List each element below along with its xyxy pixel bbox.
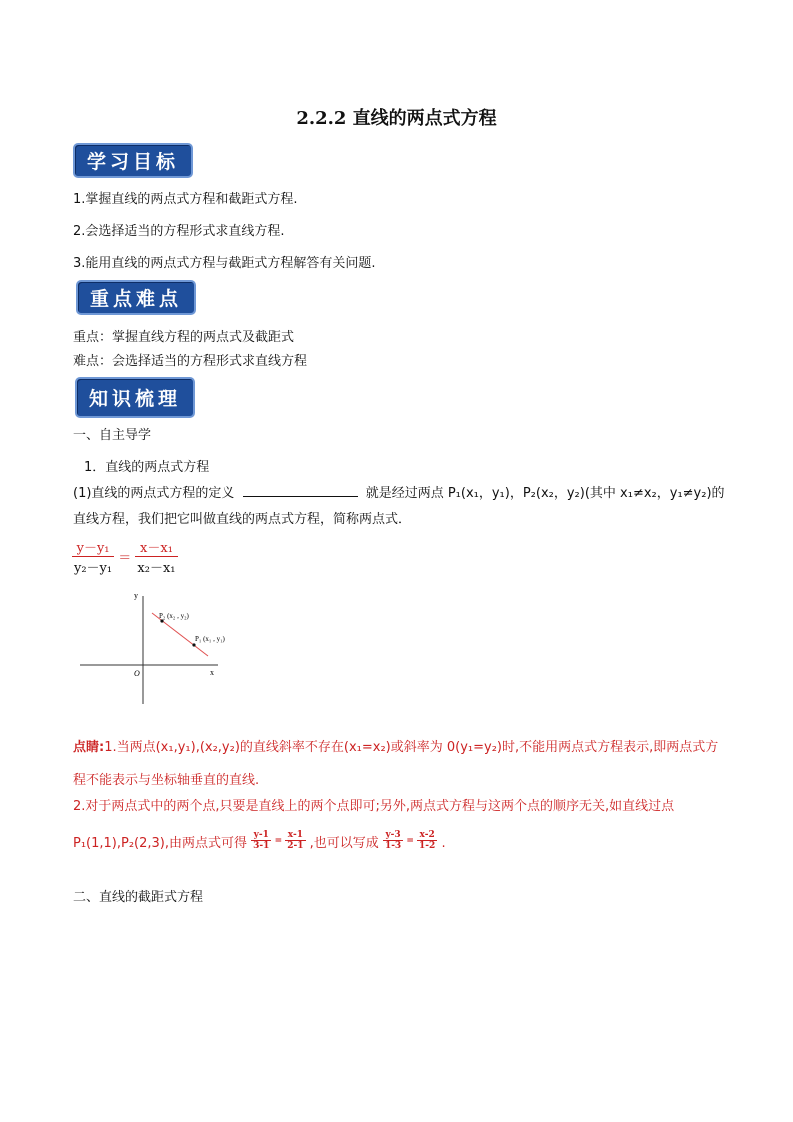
- formula-equals: ＝: [118, 551, 132, 566]
- point-p1: [192, 643, 195, 646]
- note-p1-line1: 1.当两点(x₁,y₁),(x₂,y₂)的直线斜率不存在(x₁=x₂)或斜率为 0(y₁=y₂)时,不能用两点式方程表示,即两点式方: [104, 740, 719, 755]
- eq1-num1: y-1: [251, 830, 271, 841]
- formula-right-numerator: x－x₁: [135, 537, 177, 557]
- note-p2-end: .: [441, 836, 446, 851]
- section-2-heading: 二、直线的截距式方程: [73, 890, 204, 905]
- p2-label: P₂ (x₂ , y₂): [159, 612, 189, 620]
- eq2-equals: =: [406, 836, 414, 846]
- example-equation-2: [383, 830, 437, 851]
- two-point-formula: [72, 537, 178, 576]
- note-p2-line1: 2.对于两点式中的两个点,只要是直线上的两个点即可;另外,两点式方程与这两个点的顺序无关,如直线过点: [73, 799, 675, 814]
- note-p2-line2: [73, 830, 446, 870]
- badge-key: 重点难点: [76, 280, 196, 315]
- formula-left-numerator: y－y₁: [72, 537, 114, 557]
- p1-label: P₁ (x₁ , y₁): [195, 635, 225, 643]
- note-p1-line2: 程不能表示与坐标轴垂直的直线.: [73, 773, 260, 788]
- coordinate-graph: [80, 588, 240, 708]
- origin-label: O: [134, 669, 140, 678]
- section-1-heading: 一、自主导学: [73, 428, 152, 443]
- eq1-num2: x-1: [285, 830, 305, 841]
- goal-3: 3.能用直线的两点式方程与截距式方程解答有关问题.: [73, 256, 376, 271]
- note-lead: 点睛:: [73, 740, 105, 755]
- formula-right-denominator: x₂－x₁: [137, 561, 176, 576]
- eq1-equals: =: [274, 836, 283, 846]
- formula-left-fraction: [72, 537, 114, 576]
- page-title: 2.2.2 直线的两点式方程: [296, 108, 497, 129]
- note-paragraph-1: [73, 736, 718, 755]
- formula-left-denominator: y₂－y₁: [74, 561, 113, 576]
- definition-prefix: (1)直线的两点式方程的定义: [73, 486, 235, 501]
- definition-line-2: 直线方程，我们把它叫做直线的两点式方程，简称两点式．: [73, 512, 412, 527]
- formula-right-fraction: [135, 537, 177, 576]
- goal-1: 1.掌握直线的两点式方程和截距式方程.: [73, 192, 298, 207]
- definition-line-1: [73, 482, 725, 501]
- eq2-den1: 1-3: [384, 841, 402, 851]
- eq2-den2: 1-2: [419, 841, 436, 851]
- eq1-den1: 3-1: [253, 841, 270, 851]
- y-axis-label: y: [134, 591, 138, 600]
- x-axis-label: x: [210, 668, 214, 677]
- eq2-num2: x-2: [417, 830, 437, 841]
- badge-goals: 学习目标: [73, 143, 193, 178]
- definition-middle: 就是经过两点 P₁(x₁，y₁)，P₂(x₂，y₂)(其中 x₁≠x₂，y₁≠y₂)的: [365, 486, 725, 501]
- badge-knowledge: 知识梳理: [75, 377, 195, 418]
- answer-blank: [243, 484, 358, 497]
- eq1-den2: 2-1: [287, 841, 304, 851]
- note-p2-prefix: P₁(1,1),P₂(2,3),由两点式可得: [73, 836, 248, 851]
- item-1-heading: 1．直线的两点式方程: [84, 460, 210, 475]
- note-p2-mid: ,也可以写成: [309, 836, 379, 851]
- difficulty-text: 难点：会选择适当的方程形式求直线方程: [73, 354, 308, 369]
- example-equation-1: [251, 830, 305, 851]
- goal-2: 2.会选择适当的方程形式求直线方程.: [73, 224, 285, 239]
- eq2-num1: y-3: [383, 830, 403, 841]
- focus-text: 重点：掌握直线方程的两点式及截距式: [73, 330, 295, 345]
